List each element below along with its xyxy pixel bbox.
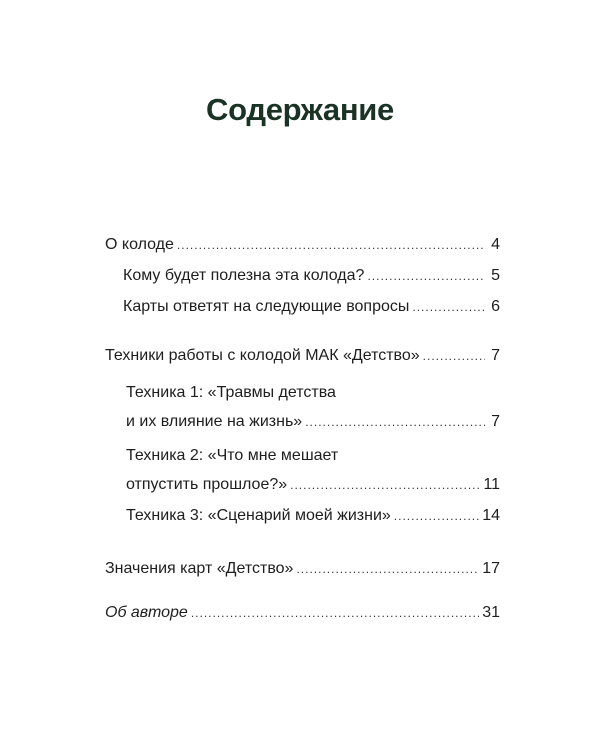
dot-leader	[177, 232, 485, 258]
toc-entry-label: Об авторе	[105, 604, 188, 621]
toc-page-number: 7	[491, 347, 500, 364]
toc-entry-label: Карты ответят на следующие вопросы	[123, 298, 410, 315]
toc-page-number: 6	[491, 298, 500, 315]
page-title: Содержание	[206, 92, 394, 127]
toc-entry-label: отпустить прошлое?»	[126, 476, 288, 493]
toc-entry-label: Значения карт «Детство»	[105, 560, 294, 577]
toc-entry-techniques[interactable]	[105, 343, 500, 369]
toc-entry-technique1-line1[interactable]: Техника 1: «Травмы детства	[126, 384, 336, 401]
toc-entry-who-useful[interactable]	[123, 263, 500, 289]
dot-leader	[191, 600, 479, 626]
dot-leader	[423, 343, 485, 369]
dot-leader	[290, 472, 480, 498]
dot-leader	[412, 294, 485, 320]
toc-page-number: 4	[491, 236, 500, 253]
dot-leader	[305, 409, 485, 435]
dot-leader	[394, 503, 479, 529]
toc-entry-label: О колоде	[105, 236, 174, 253]
toc-page-number: 7	[491, 413, 500, 430]
dot-leader	[296, 556, 479, 582]
toc-entry-technique2[interactable]	[126, 472, 500, 498]
toc-entry-technique2-line1[interactable]: Техника 2: «Что мне мешает	[126, 447, 339, 464]
toc-page-number: 31	[482, 604, 500, 621]
toc-entry-about-deck[interactable]	[105, 232, 500, 258]
toc-page-number: 17	[482, 560, 500, 577]
toc-entry-label: и их влияние на жизнь»	[126, 413, 303, 430]
toc-entry-about-author[interactable]	[105, 600, 500, 626]
toc-entry-label: Техника 3: «Сценарий моей жизни»	[126, 507, 391, 524]
toc-page-number: 11	[483, 476, 500, 493]
toc-page-number: 14	[482, 507, 500, 524]
toc-entry-technique3[interactable]	[126, 503, 500, 529]
toc-entry-technique1[interactable]	[126, 409, 500, 435]
toc-entry-card-meanings[interactable]	[105, 556, 500, 582]
dot-leader	[367, 263, 485, 289]
toc-entry-label: Кому будет полезна эта колода?	[123, 267, 365, 284]
toc-page-number: 5	[491, 267, 500, 284]
toc-entry-cards-answer[interactable]	[123, 294, 500, 320]
toc-entry-label: Техники работы с колодой МАК «Детство»	[105, 347, 420, 364]
